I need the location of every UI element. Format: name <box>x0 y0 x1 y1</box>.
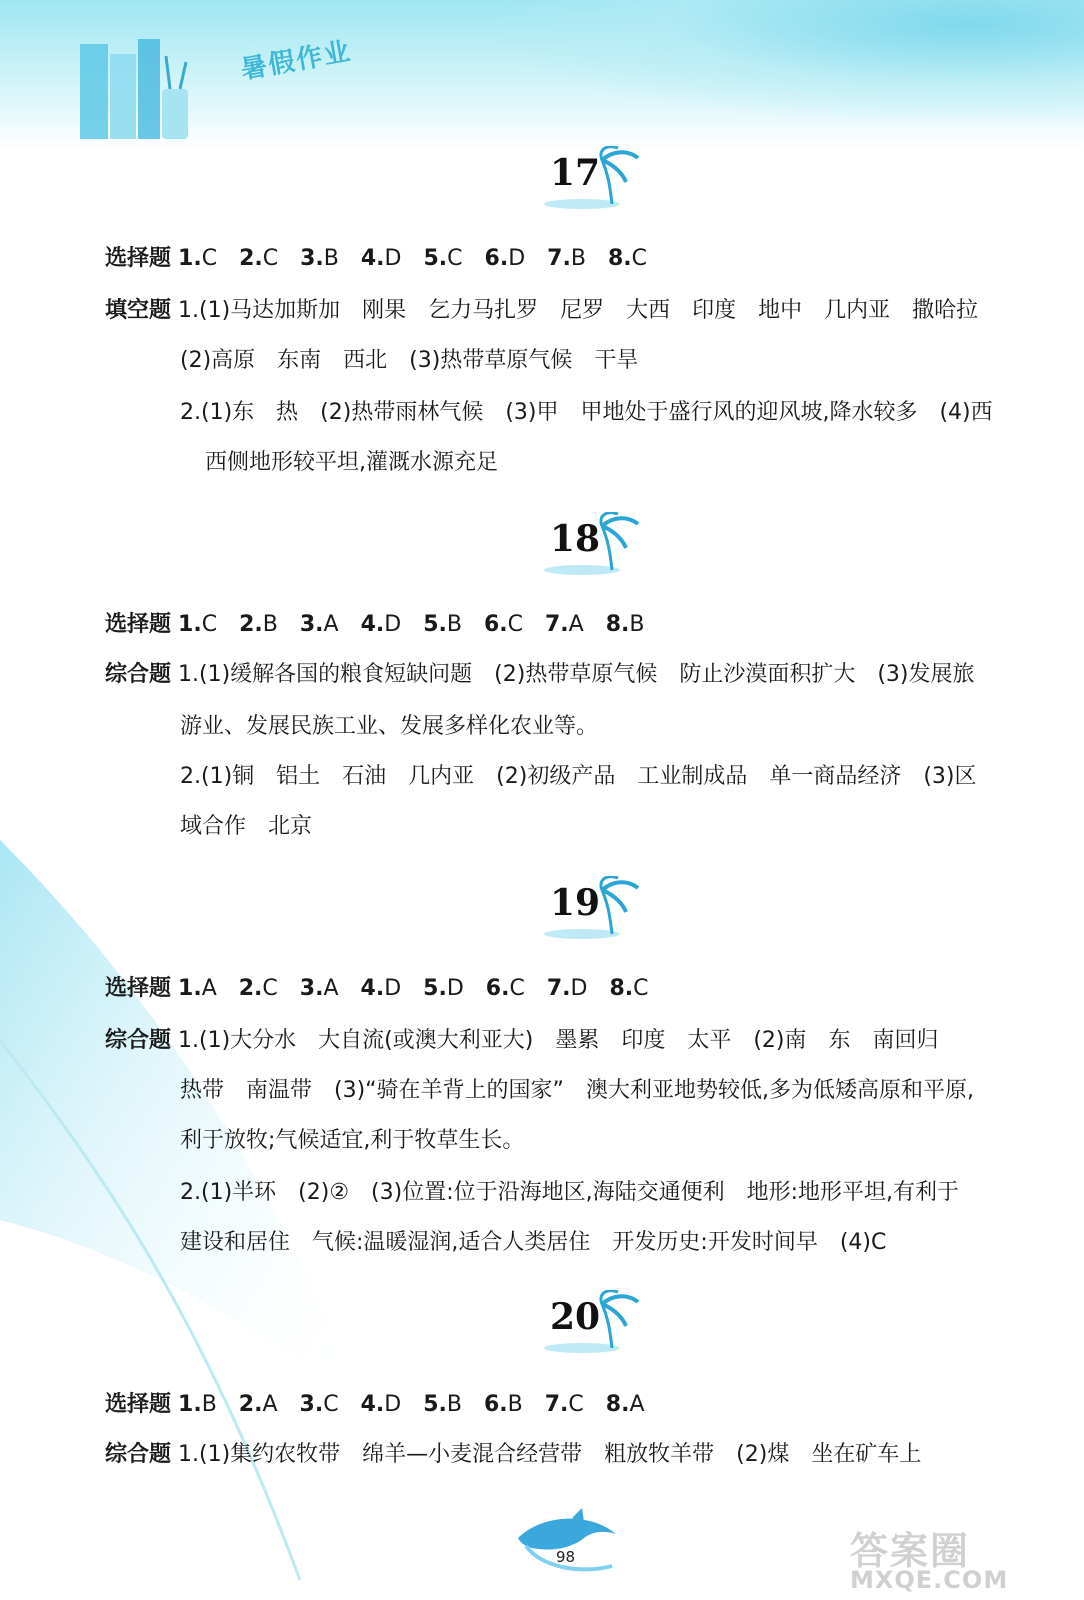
mc-answer <box>609 974 648 1004</box>
answer-letter: A <box>262 1392 278 1417</box>
page-number: 98 <box>556 1548 576 1566</box>
answer-letter: A <box>629 1392 645 1417</box>
question-number: 1. <box>178 612 202 637</box>
answer-letter: A <box>201 976 217 1001</box>
dolphin-icon <box>512 1508 622 1578</box>
mc-answer <box>178 244 217 274</box>
answer-line <box>105 1390 667 1420</box>
books-illustration-icon <box>70 34 200 144</box>
question-number: 8. <box>607 246 632 271</box>
answer-letter: D <box>384 976 402 1001</box>
line-label: 综合题 <box>105 1442 172 1467</box>
section-number: 18 <box>550 518 601 560</box>
answer-letter: B <box>446 1392 462 1417</box>
mc-answer <box>423 1390 462 1420</box>
answer-line <box>105 660 975 690</box>
mc-answer <box>178 610 217 640</box>
mc-answer <box>484 610 523 640</box>
section-number: 19 <box>550 882 601 924</box>
section-17-heading <box>542 146 662 216</box>
mc-answer <box>300 974 339 1004</box>
answer-letter: C <box>509 976 525 1001</box>
question-number: 4. <box>360 1392 385 1417</box>
mc-answer <box>486 974 525 1004</box>
answer-letter: C <box>507 612 523 637</box>
question-number: 8. <box>605 612 630 637</box>
mc-answer <box>300 610 339 640</box>
question-number: 2. <box>239 612 263 637</box>
mc-answer <box>606 1390 645 1420</box>
question-number: 1. <box>178 246 202 271</box>
answer-line <box>105 610 667 640</box>
answer-letter: D <box>384 246 402 271</box>
mc-answer <box>608 244 647 274</box>
question-number: 1. <box>178 1392 202 1417</box>
answer-letter: C <box>633 976 649 1001</box>
mc-answer <box>547 974 588 1004</box>
question-number: 4. <box>360 612 385 637</box>
question-number: 5. <box>423 246 448 271</box>
question-number: 7. <box>545 612 569 637</box>
line-label: 选择题 <box>105 246 172 271</box>
question-number: 7. <box>544 1392 569 1417</box>
answer-line: 游业、发展民族工业、发展多样化农业等。 <box>180 714 599 739</box>
header-glow <box>500 0 1084 120</box>
answer-letter: C <box>201 246 218 271</box>
mc-answer <box>361 974 402 1004</box>
mc-answer <box>178 974 217 1004</box>
mc-answer <box>239 244 278 274</box>
mc-answers <box>178 246 669 271</box>
question-number: 8. <box>605 1392 630 1417</box>
answer-line: 利于放牧;气候适宜,利于牧草生长。 <box>180 1128 525 1153</box>
line-text: 1.(1)集约农牧带 绵羊—小麦混合经营带 粗放牧羊带 (2)煤 坐在矿车上 <box>178 1442 922 1467</box>
question-number: 5. <box>423 612 447 637</box>
answer-line: 域合作 北京 <box>180 814 313 839</box>
question-number: 6. <box>483 1392 508 1417</box>
question-number: 3. <box>300 246 324 271</box>
section-number: 20 <box>550 1296 601 1338</box>
answer-letter: C <box>262 246 279 271</box>
line-label: 选择题 <box>105 976 172 1001</box>
answer-letter: D <box>384 1392 402 1417</box>
answer-letter: C <box>631 246 647 271</box>
mc-answers <box>178 612 666 637</box>
mc-answer <box>239 1390 278 1420</box>
answer-line: 2.(1)铜 铝土 石油 几内亚 (2)初级产品 工业制成品 单一商品经济 (3)区 <box>180 764 977 789</box>
answer-letter: A <box>323 976 339 1001</box>
question-number: 3. <box>299 612 324 637</box>
mc-answer <box>300 1390 339 1420</box>
line-label: 选择题 <box>105 1392 172 1417</box>
answer-letter: C <box>262 976 278 1001</box>
mc-answer <box>178 1390 217 1420</box>
watermark-url: MXQE.COM <box>850 1566 1009 1594</box>
watermark <box>850 1520 1070 1596</box>
mc-answer <box>423 610 462 640</box>
mc-answer <box>545 610 584 640</box>
answer-line <box>105 244 669 274</box>
banner-title: 暑假作业 <box>238 36 355 86</box>
mc-answer <box>300 244 339 274</box>
question-number: 7. <box>546 976 571 1001</box>
question-number: 6. <box>485 976 510 1001</box>
answer-line <box>105 1440 921 1470</box>
answer-line: 西侧地形较平坦,灌溉水源充足 <box>205 450 498 475</box>
section-19-heading <box>542 876 662 946</box>
question-number: 3. <box>299 1392 324 1417</box>
answer-line <box>105 1026 939 1056</box>
answer-letter: B <box>629 612 645 637</box>
answer-line: 建设和居住 气候:温暖湿润,适合人类居住 开发历史:开发时间早 (4)C <box>180 1230 887 1255</box>
mc-answer <box>424 244 463 274</box>
mc-answer <box>239 610 278 640</box>
answer-letter: C <box>568 1392 584 1417</box>
section-20-heading <box>542 1290 662 1360</box>
answer-letter: B <box>323 246 339 271</box>
feather-decoration-icon <box>0 840 420 1600</box>
mc-answer <box>423 974 464 1004</box>
question-number: 4. <box>360 246 385 271</box>
answer-line: 2.(1)半环 (2)② (3)位置:位于沿海地区,海陆交通便利 地形:地形平坦,有利于 <box>180 1180 960 1205</box>
answer-letter: C <box>323 1392 339 1417</box>
question-number: 6. <box>483 612 508 637</box>
answer-letter: B <box>201 1392 217 1417</box>
question-number: 2. <box>238 976 263 1001</box>
answer-letter: C <box>447 246 463 271</box>
answer-line <box>105 296 978 326</box>
answer-letter: B <box>507 1392 523 1417</box>
question-number: 1. <box>178 976 202 1001</box>
mc-answer <box>361 244 402 274</box>
mc-answer <box>485 244 526 274</box>
line-label: 综合题 <box>105 662 172 687</box>
answer-letter: B <box>570 246 586 271</box>
mc-answer <box>484 1390 523 1420</box>
question-number: 5. <box>423 1392 447 1417</box>
mc-answer <box>361 1390 402 1420</box>
answer-letter: D <box>570 976 588 1001</box>
answer-letter: A <box>323 612 339 637</box>
answer-letter: D <box>384 612 402 637</box>
mc-answer <box>361 610 402 640</box>
answer-line <box>105 974 671 1004</box>
section-number: 17 <box>550 152 601 194</box>
answer-line: (2)高原 东南 西北 (3)热带草原气候 干旱 <box>180 348 639 373</box>
question-number: 3. <box>299 976 324 1001</box>
line-text: 1.(1)大分水 大自流(或澳大利亚大) 墨累 印度 太平 (2)南 东 南回归 <box>178 1028 939 1053</box>
line-text: 1.(1)缓解各国的粮食短缺问题 (2)热带草原气候 防止沙漠面积扩大 (3)发展旅 <box>178 662 975 687</box>
mc-answer <box>239 974 278 1004</box>
question-number: 2. <box>239 246 263 271</box>
question-number: 7. <box>547 246 571 271</box>
answer-line: 热带 南温带 (3)“骑在羊背上的国家” 澳大利亚地势较低,多为低矮高原和平原, <box>180 1078 974 1103</box>
mc-answers <box>178 1392 666 1417</box>
mc-answers <box>178 976 670 1001</box>
answer-letter: C <box>201 612 218 637</box>
question-number: 6. <box>484 246 509 271</box>
answer-letter: D <box>508 246 526 271</box>
question-number: 8. <box>609 976 634 1001</box>
mc-answer <box>545 1390 584 1420</box>
answer-letter: B <box>446 612 462 637</box>
answer-letter: A <box>568 612 584 637</box>
mc-answer <box>547 244 586 274</box>
section-18-heading <box>542 512 662 582</box>
line-label: 填空题 <box>105 298 172 323</box>
question-number: 4. <box>360 976 385 1001</box>
question-number: 5. <box>423 976 447 1001</box>
line-label: 综合题 <box>105 1028 172 1053</box>
answer-letter: B <box>262 612 278 637</box>
answer-line: 2.(1)东 热 (2)热带雨林气候 (3)甲 甲地处于盛行风的迎风坡,降水较多 (4)西 <box>180 400 993 425</box>
watermark-title: 答案圈 <box>850 1529 971 1573</box>
question-number: 2. <box>238 1392 263 1417</box>
line-text: 1.(1)马达加斯加 刚果 乞力马扎罗 尼罗 大西 印度 地中 几内亚 撒哈拉 <box>178 298 979 323</box>
answer-letter: D <box>446 976 464 1001</box>
line-label: 选择题 <box>105 612 172 637</box>
mc-answer <box>606 610 645 640</box>
